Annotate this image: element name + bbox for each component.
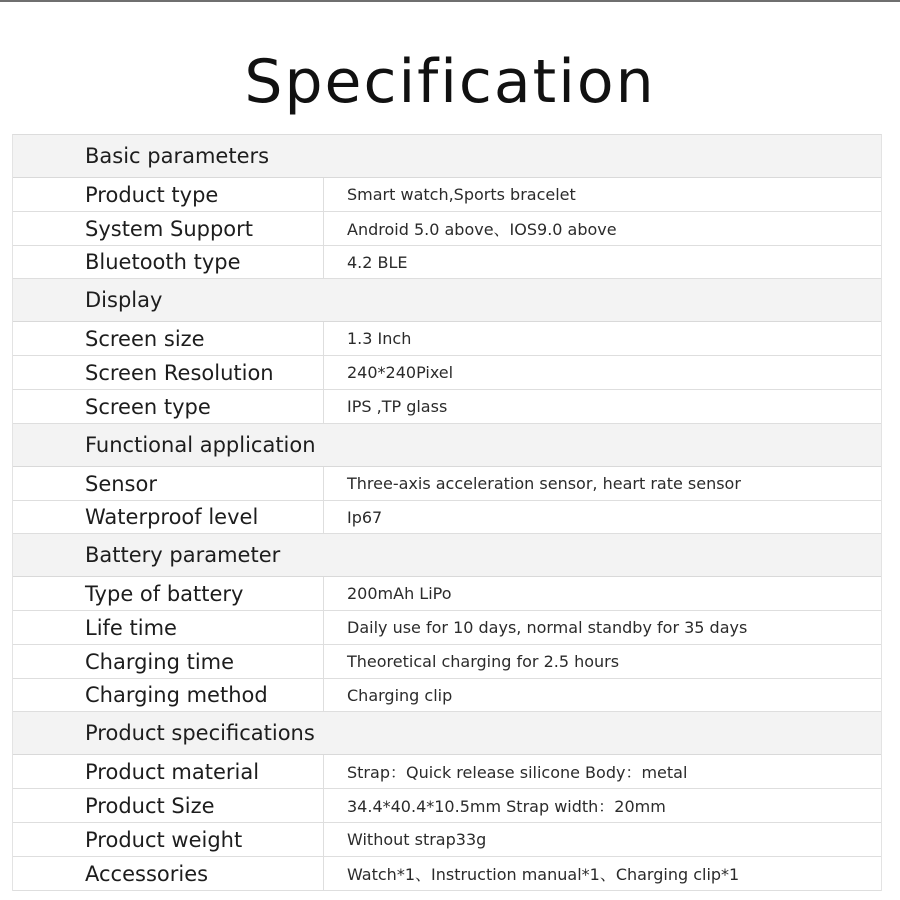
- spec-label: Product type: [13, 178, 324, 211]
- spec-value: Ip67: [347, 507, 383, 527]
- table-row: [13, 679, 881, 712]
- spec-value: Charging clip: [347, 685, 453, 705]
- table-row: [13, 577, 881, 611]
- spec-value: Strap：Quick release silicone Body：metal: [347, 763, 688, 782]
- table-row: [13, 356, 881, 390]
- spec-label: Life time: [13, 611, 324, 644]
- spec-value: 240*240Pixel: [347, 363, 454, 382]
- table-row: [13, 755, 881, 789]
- spec-label: Product weight: [13, 823, 324, 856]
- spec-label: Product Size: [13, 789, 324, 822]
- spec-label: Waterproof level: [13, 501, 324, 533]
- spec-label: Type of battery: [13, 577, 324, 610]
- spec-label: Charging method: [13, 679, 324, 711]
- table-row: [13, 178, 881, 212]
- spec-label: Bluetooth type: [13, 246, 324, 278]
- spec-value: 200mAh LiPo: [347, 584, 452, 603]
- spec-value: Without strap33g: [347, 830, 487, 849]
- spec-value: 34.4*40.4*10.5mm Strap width：20mm: [347, 797, 666, 816]
- section-heading-battery-parameter: Battery parameter: [13, 534, 881, 577]
- spec-label: Screen Resolution: [13, 356, 324, 389]
- spec-label: Charging time: [13, 645, 324, 678]
- spec-value: IPS ,TP glass: [347, 397, 448, 416]
- spec-label: Product material: [13, 755, 324, 788]
- table-row: [13, 467, 881, 501]
- spec-value: 4.2 BLE: [347, 252, 408, 272]
- table-row: [13, 645, 881, 679]
- table-row: [13, 611, 881, 645]
- section-heading-functional-application: Functional application: [13, 424, 881, 467]
- page-title: Specification: [244, 47, 656, 117]
- section-heading-product-specifications: Product specifications: [13, 712, 881, 755]
- spec-value: 1.3 Inch: [347, 329, 412, 348]
- table-row: [13, 789, 881, 823]
- section-heading-basic-parameters: Basic parameters: [13, 135, 881, 178]
- table-row: [13, 322, 881, 356]
- spec-value: Android 5.0 above、IOS9.0 above: [347, 220, 617, 239]
- table-row: [13, 212, 881, 246]
- table-row: [13, 390, 881, 424]
- spec-label: Screen size: [13, 322, 324, 355]
- spec-value: Three-axis acceleration sensor, heart rate sensor: [347, 474, 741, 493]
- spec-value: Smart watch,Sports bracelet: [347, 185, 576, 204]
- table-row: [13, 823, 881, 857]
- top-divider: [0, 0, 900, 2]
- spec-value: Watch*1、Instruction manual*1、Charging clip*1: [347, 865, 740, 884]
- spec-value: Daily use for 10 days, normal standby for 35 days: [347, 618, 748, 637]
- spec-value: Theoretical charging for 2.5 hours: [347, 652, 620, 671]
- spec-label: Sensor: [13, 467, 324, 500]
- table-row: [13, 857, 881, 891]
- spec-label: System Support: [13, 212, 324, 245]
- table-row: [13, 501, 881, 534]
- spec-label: Accessories: [13, 857, 324, 890]
- spec-label: Screen type: [13, 390, 324, 423]
- spec-table: [12, 134, 882, 891]
- table-row: [13, 246, 881, 279]
- section-heading-display: Display: [13, 279, 881, 322]
